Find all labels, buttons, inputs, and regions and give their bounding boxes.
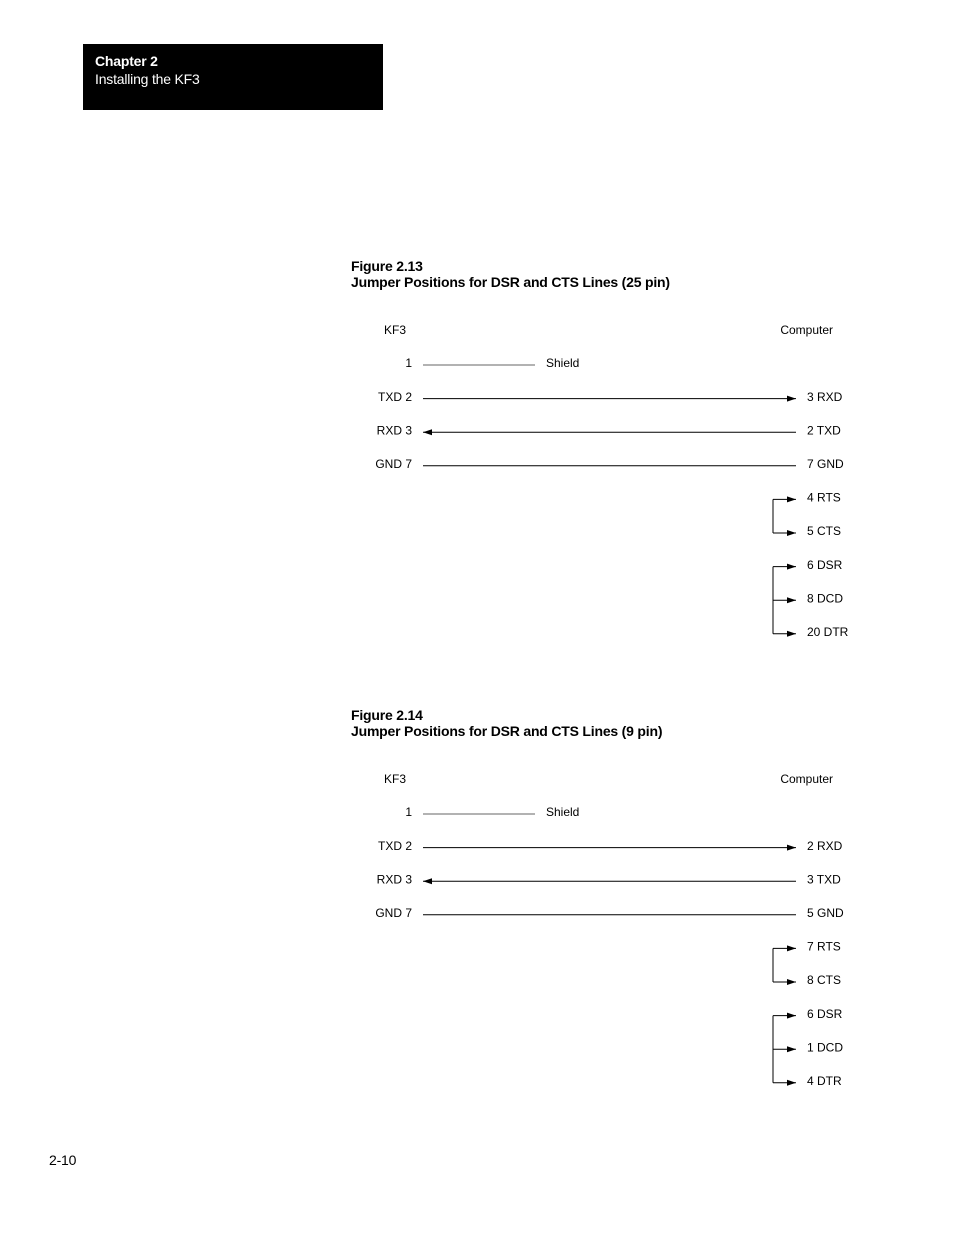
figure-number: Figure 2.14 xyxy=(351,707,423,723)
computer-header: Computer xyxy=(780,772,833,787)
arrow-left-icon xyxy=(423,878,432,884)
computer-pin-label: 2 RXD xyxy=(807,838,843,853)
computer-pin-label: 4 DTR xyxy=(807,1073,842,1088)
computer-pin-label: 8 CTS xyxy=(807,973,842,988)
chapter-label: Chapter 2 xyxy=(95,53,158,69)
shield-label: Shield xyxy=(546,805,580,820)
figure-number: Figure 2.13 xyxy=(351,258,423,274)
arrow-right-icon xyxy=(787,1080,796,1086)
page-number: 2-10 xyxy=(49,1152,77,1168)
kf3-pin-label: GND 7 xyxy=(375,905,412,920)
kf3-header: KF3 xyxy=(383,323,406,338)
computer-pin-label: 4 RTS xyxy=(807,490,841,505)
arrow-right-icon xyxy=(787,979,796,985)
computer-pin-label: 6 DSR xyxy=(807,557,843,572)
computer-pin-label: 3 RXD xyxy=(807,389,843,404)
chapter-title: Installing the KF3 xyxy=(95,71,200,87)
kf3-pin-label: RXD 3 xyxy=(376,423,412,438)
computer-pin-label: 5 GND xyxy=(807,905,844,920)
computer-pin-label: 7 GND xyxy=(807,456,844,471)
kf3-pin-label: RXD 3 xyxy=(376,872,412,887)
figure-title: Jumper Positions for DSR and CTS Lines (9 pin) xyxy=(351,723,663,739)
shield-pin-label: 1 xyxy=(405,356,412,371)
figure-title: Jumper Positions for DSR and CTS Lines (25 pin) xyxy=(351,274,670,290)
computer-pin-label: 3 TXD xyxy=(807,872,841,887)
computer-pin-label: 8 DCD xyxy=(807,591,844,606)
computer-header: Computer xyxy=(780,323,833,338)
computer-pin-label: 6 DSR xyxy=(807,1006,843,1021)
kf3-pin-label: TXD 2 xyxy=(377,838,412,853)
arrow-right-icon xyxy=(787,945,796,951)
computer-pin-label: 20 DTR xyxy=(807,624,849,639)
computer-pin-label: 1 DCD xyxy=(807,1040,844,1055)
arrow-right-icon xyxy=(787,1046,796,1052)
shield-label: Shield xyxy=(546,356,580,371)
shield-pin-label: 1 xyxy=(405,805,412,820)
computer-pin-label: 7 RTS xyxy=(807,939,841,954)
kf3-pin-label: TXD 2 xyxy=(377,389,412,404)
kf3-pin-label: GND 7 xyxy=(375,456,412,471)
arrow-right-icon xyxy=(787,1013,796,1019)
kf3-header: KF3 xyxy=(383,772,406,787)
computer-pin-label: 5 CTS xyxy=(807,524,842,539)
computer-pin-label: 2 TXD xyxy=(807,423,841,438)
arrow-right-icon xyxy=(787,845,796,851)
